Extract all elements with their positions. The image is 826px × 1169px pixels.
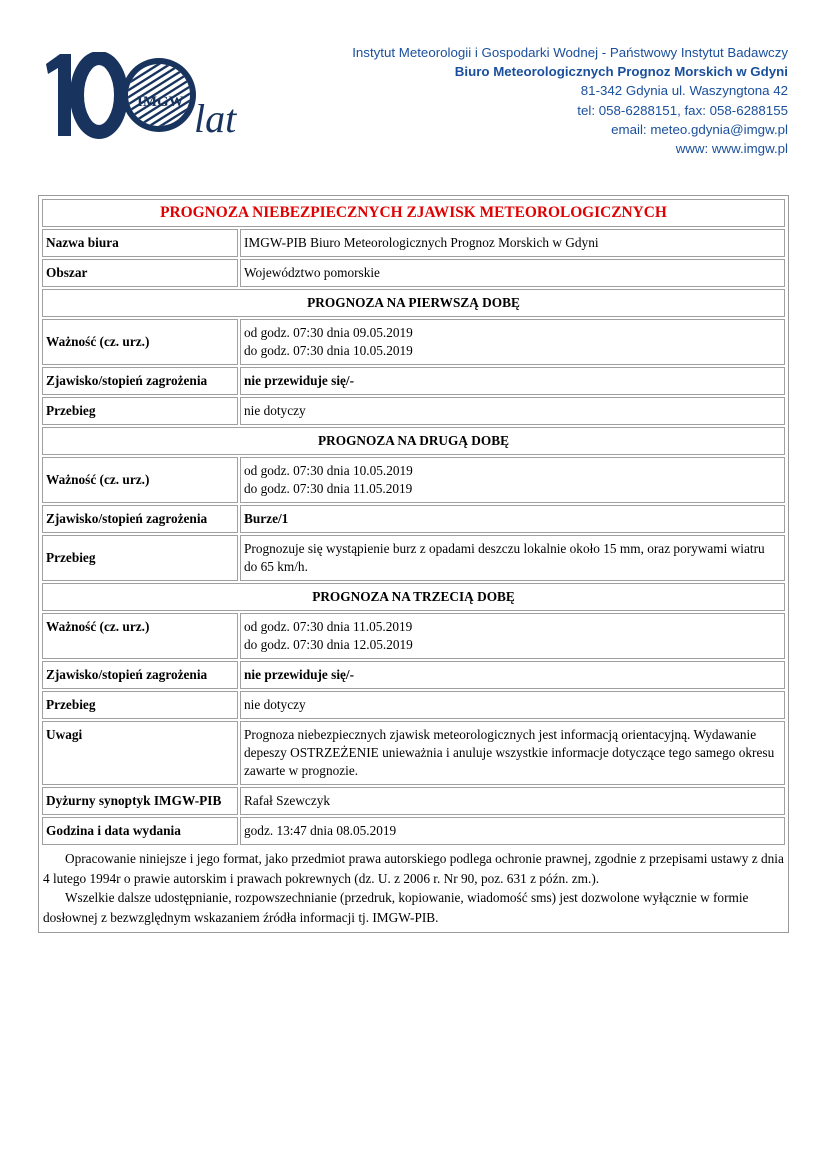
day3-validity-label: Ważność (cz. urz.) — [42, 613, 238, 659]
institute-header — [318, 43, 788, 158]
day1-valid-from: od godz. 07:30 dnia 09.05.2019 — [244, 325, 413, 340]
copyright-notice — [40, 847, 787, 931]
area-value: Województwo pomorskie — [240, 259, 785, 287]
copyright-paragraph-2: Wszelkie dalsze udostępnianie, rozpowszechnianie (przedruk, kopiowanie, wiadomość sms) jest dozwolone wyłącznie w formie dosłownej z bezwzględnym wskazaniem źródła informacji tj. IMGW-PIB. — [43, 890, 749, 925]
issued-label: Godzina i data wydania — [42, 817, 238, 845]
document-title: PROGNOZA NIEBEZPIECZNYCH ZJAWISK METEOROLOGICZNYCH — [42, 199, 785, 227]
day1-phenomenon-value: nie przewiduje się/- — [240, 367, 785, 395]
header-phone-fax: tel: 058-6288151, fax: 058-6288155 — [577, 102, 788, 118]
day3-heading-row — [42, 583, 785, 611]
day3-heading: PROGNOZA NA TRZECIĄ DOBĘ — [42, 583, 785, 611]
notes-label: Uwagi — [42, 721, 238, 785]
copyright-paragraph-1: Opracowanie niniejsze i jego format, jako przedmiot prawa autorskiego podlega ochronie prawnej, zgodnie z przepisami ustawy z dnia 4 lutego 1994r o prawie autorskim i prawach pokrewnych (dz. U. z 2006 r. Nr 90, poz. 631 z późn. zm.). — [43, 851, 784, 886]
day1-valid-to: do godz. 07:30 dnia 10.05.2019 — [244, 343, 413, 358]
day1-validity-value — [240, 319, 785, 365]
day1-heading-row — [42, 289, 785, 317]
day2-phenomenon-label: Zjawisko/stopień zagrożenia — [42, 505, 238, 533]
day3-course-value: nie dotyczy — [240, 691, 785, 719]
header-institute-name: Instytut Meteorologii i Gospodarki Wodnej - Państwowy Instytut Badawczy — [352, 45, 788, 60]
logo-lat-text: lat — [194, 96, 237, 140]
day2-heading: PROGNOZA NA DRUGĄ DOBĘ — [42, 427, 785, 455]
forecast-document — [38, 195, 789, 933]
day2-valid-from: od godz. 07:30 dnia 10.05.2019 — [244, 463, 413, 478]
day1-phenomenon-row — [42, 367, 785, 395]
header-email: email: meteo.gdynia@imgw.pl — [611, 121, 788, 137]
area-row — [42, 259, 785, 287]
office-value: IMGW-PIB Biuro Meteorologicznych Prognoz Morskich w Gdyni — [240, 229, 785, 257]
header-website: www: www.imgw.pl — [675, 141, 788, 157]
day1-validity-label: Ważność (cz. urz.) — [42, 319, 238, 365]
issued-value: godz. 13:47 dnia 08.05.2019 — [240, 817, 785, 845]
imgw-100-lat-logo — [44, 52, 254, 140]
title-row — [42, 199, 785, 227]
day3-validity-value — [240, 613, 785, 659]
day2-heading-row — [42, 427, 785, 455]
day3-course-label: Przebieg — [42, 691, 238, 719]
forecast-table — [40, 197, 787, 847]
day3-valid-to: do godz. 07:30 dnia 12.05.2019 — [244, 637, 413, 652]
day3-validity-row — [42, 613, 785, 659]
day1-course-row — [42, 397, 785, 425]
forecaster-label: Dyżurny synoptyk IMGW-PIB — [42, 787, 238, 815]
day2-course-row — [42, 535, 785, 581]
day2-course-label: Przebieg — [42, 535, 238, 581]
day1-phenomenon-label: Zjawisko/stopień zagrożenia — [42, 367, 238, 395]
office-label: Nazwa biura — [42, 229, 238, 257]
day2-phenomenon-row — [42, 505, 785, 533]
day2-valid-to: do godz. 07:30 dnia 11.05.2019 — [244, 481, 413, 496]
day3-phenomenon-value: nie przewiduje się/- — [240, 661, 785, 689]
day1-course-value: nie dotyczy — [240, 397, 785, 425]
issued-row — [42, 817, 785, 845]
header-office-name: Biuro Meteorologicznych Prognoz Morskich w Gdyni — [454, 64, 788, 80]
office-row — [42, 229, 785, 257]
day2-validity-label: Ważność (cz. urz.) — [42, 457, 238, 503]
day1-validity-row — [42, 319, 785, 365]
day3-valid-from: od godz. 07:30 dnia 11.05.2019 — [244, 619, 413, 634]
forecaster-value: Rafał Szewczyk — [240, 787, 785, 815]
day3-phenomenon-label: Zjawisko/stopień zagrożenia — [42, 661, 238, 689]
header-address: 81-342 Gdynia ul. Waszyngtona 42 — [580, 83, 788, 99]
area-label: Obszar — [42, 259, 238, 287]
day1-heading: PROGNOZA NA PIERWSZĄ DOBĘ — [42, 289, 785, 317]
logo-emblem-text: IMGW — [137, 94, 184, 110]
day2-validity-value — [240, 457, 785, 503]
day1-course-label: Przebieg — [42, 397, 238, 425]
forecaster-row — [42, 787, 785, 815]
day3-course-row — [42, 691, 785, 719]
day2-course-value: Prognozuje się wystąpienie burz z opadami deszczu lokalnie około 15 mm, oraz porywami wiatru do 65 km/h. — [240, 535, 785, 581]
day3-phenomenon-row — [42, 661, 785, 689]
notes-row — [42, 721, 785, 785]
day2-validity-row — [42, 457, 785, 503]
notes-value: Prognoza niebezpiecznych zjawisk meteorologicznych jest informacją orientacyjną. Wydawanie depeszy OSTRZEŻENIE unieważnia i anuluje wszystkie informacje dotyczące tego samego okresu zawarte w prognozie. — [240, 721, 785, 785]
day2-phenomenon-value: Burze/1 — [240, 505, 785, 533]
